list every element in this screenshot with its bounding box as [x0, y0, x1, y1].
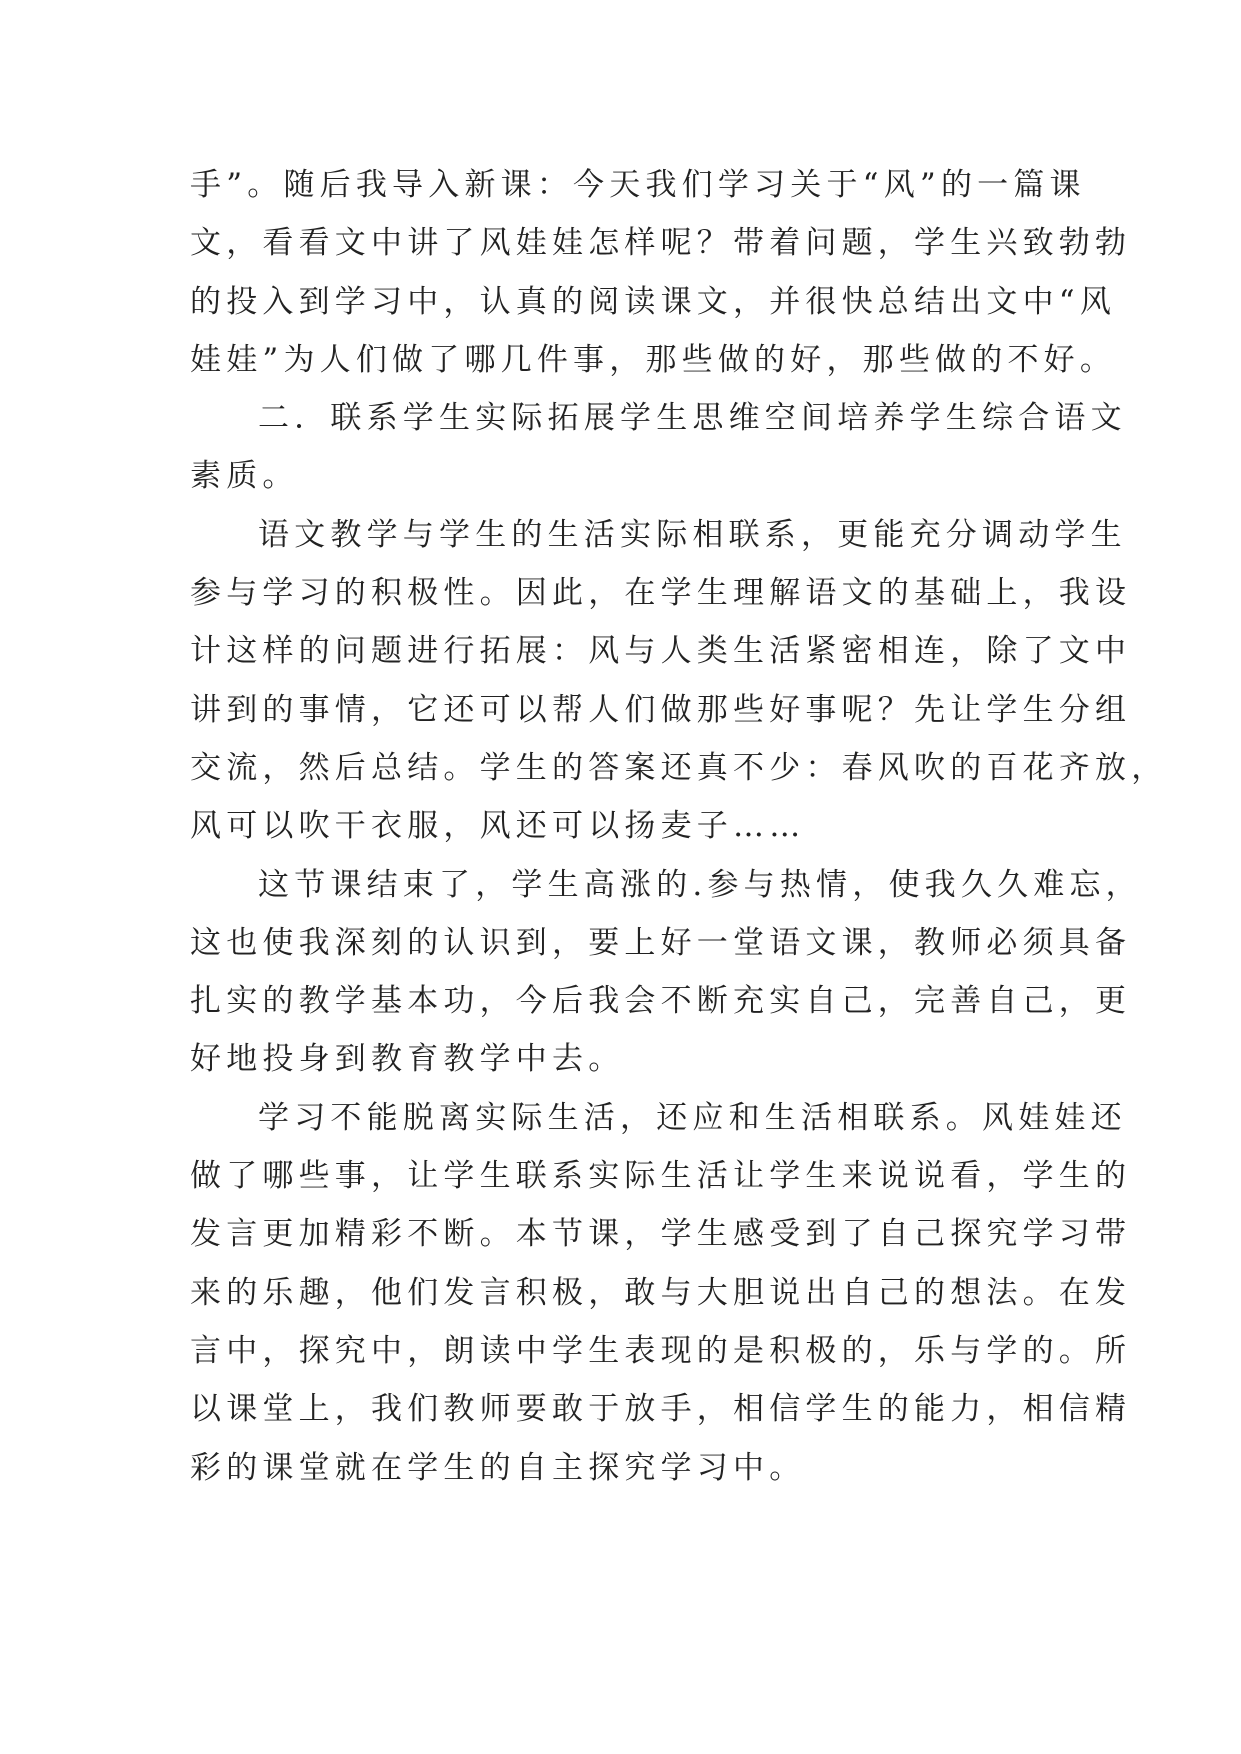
- text-line: 以课堂上，我们教师要敢于放手，相信学生的能力，相信精: [190, 1391, 1132, 1428]
- text-line: 讲到的事情，它还可以帮人们做那些好事呢？先让学生分组: [190, 691, 1132, 728]
- text-line: 做了哪些事，让学生联系实际生活让学生来说说看，学生的: [190, 1158, 1132, 1195]
- text-line: 文，看看文中讲了风娃娃怎样呢？带着问题，学生兴致勃勃: [190, 225, 1132, 262]
- text-line: 风可以吹干衣服，风还可以扬麦子……: [190, 808, 806, 845]
- text-line: 这也使我深刻的认识到，要上好一堂语文课，教师必须具备: [190, 924, 1132, 961]
- text-line: 交流，然后总结。学生的答案还真不少：春风吹的百花齐放，: [190, 749, 1168, 786]
- paragraph-4: [190, 856, 1142, 1089]
- paragraph-3: [190, 506, 1168, 856]
- text-line: 好地投身到教育教学中去。: [190, 1041, 625, 1078]
- body-text: [190, 156, 1168, 1497]
- paragraph-1: [190, 156, 1132, 389]
- text-line: 手”。随后我导入新课：今天我们学习关于“风”的一篇课: [190, 167, 1086, 203]
- text-line: 扎实的教学基本功，今后我会不断充实自己，完善自己，更: [190, 983, 1132, 1020]
- text-line: 言中，探究中，朗读中学生表现的是积极的，乐与学的。所: [190, 1332, 1132, 1369]
- text-line: 素质。: [190, 458, 299, 495]
- text-line: 的投入到学习中，认真的阅读课文，并很快总结出文中“风: [190, 283, 1117, 320]
- text-line: 发言更加精彩不断。本节课，学生感受到了自己探究学习带: [190, 1216, 1132, 1253]
- text-line: 计这样的问题进行拓展：风与人类生活紧密相连，除了文中: [190, 633, 1132, 670]
- text-line: 这节课结束了，学生高涨的.参与热情，使我久久难忘，: [258, 866, 1142, 903]
- text-line: 来的乐趣，他们发言积极，敢与大胆说出自己的想法。在发: [190, 1274, 1132, 1311]
- text-line: 学习不能脱离实际生活，还应和生活相联系。风娃娃还: [258, 1099, 1127, 1136]
- text-line: 彩的课堂就在学生的自主探究学习中。: [190, 1449, 806, 1486]
- text-line: 语文教学与学生的生活实际相联系，更能充分调动学生: [258, 516, 1127, 553]
- text-line: 参与学习的积极性。因此，在学生理解语文的基础上，我设: [190, 575, 1132, 612]
- paragraph-2: [190, 389, 1127, 506]
- text-line: 二．联系学生实际拓展学生思维空间培养学生综合语文: [258, 400, 1127, 437]
- paragraph-5: [190, 1089, 1132, 1497]
- text-line: 娃娃”为人们做了哪几件事，那些做的好，那些做的不好。: [190, 341, 1117, 378]
